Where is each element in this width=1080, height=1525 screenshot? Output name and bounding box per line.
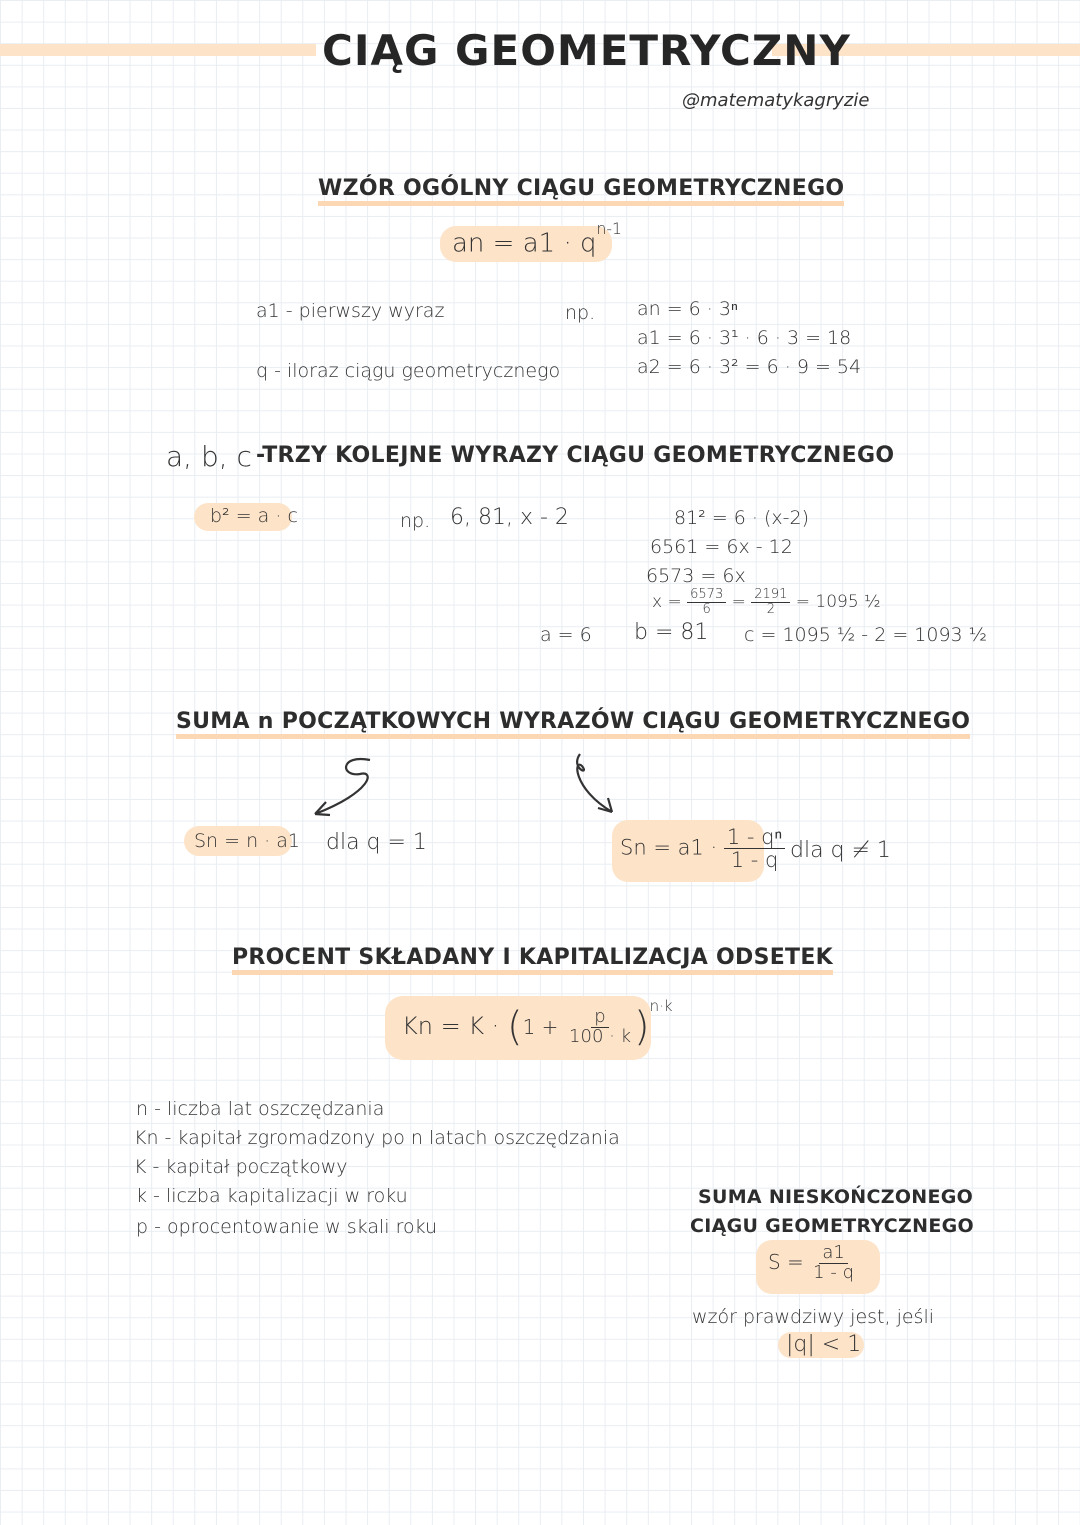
def-a1: a1 - pierwszy wyraz: [256, 300, 445, 322]
header-stripe-left: [0, 44, 316, 56]
compound-denominator: 100 · k: [569, 1025, 631, 1047]
infinite-formula-prefix: S =: [768, 1249, 804, 1274]
sum-right-numerator: 1 - qⁿ: [724, 826, 785, 849]
sum-right-fraction: [724, 826, 785, 871]
infinite-formula: [768, 1244, 857, 1283]
compound-heading: PROCENT SKŁADANY I KAPITALIZACJA ODSETEK: [232, 945, 833, 975]
infinite-heading-line-1: SUMA NIESKOŃCZONEGO: [698, 1186, 974, 1208]
compound-formula-one: 1 +: [522, 1015, 559, 1039]
calc-line-2: 6561 = 6x - 12: [650, 536, 793, 558]
calc-x-frac2-num: 2191: [751, 588, 790, 603]
arrow-left-icon: [300, 752, 390, 832]
general-formula: [452, 220, 622, 259]
general-formula-base: an = a1 · q: [452, 228, 597, 259]
result-c: c = 1095 ½ - 2 = 1093 ½: [744, 624, 988, 646]
sum-right-condition: dla q ≠ 1: [790, 838, 891, 863]
infinite-denominator: 1 - q: [813, 1261, 854, 1283]
compound-def-4: k - liczba kapitalizacji w roku: [136, 1185, 408, 1207]
compound-def-3: K - kapitał początkowy: [134, 1156, 348, 1178]
compound-paren-open: (: [506, 1004, 523, 1050]
infinite-numerator: a1: [819, 1244, 847, 1264]
compound-def-5: p - oprocentowanie w skali roku: [136, 1216, 438, 1238]
general-formula-exponent: n-1: [596, 220, 622, 238]
sum-right-prefix: Sn = a1 ·: [620, 835, 718, 860]
sum-heading: SUMA n POCZĄTKOWYCH WYRAZÓW CIĄGU GEOMETRYCZNEGO: [176, 709, 970, 739]
sum-right-denominator: 1 - q: [730, 848, 779, 873]
example-label: np.: [565, 302, 596, 324]
sum-left-condition: dla q = 1: [326, 830, 427, 855]
author-handle: @matematykagryzie: [682, 90, 870, 111]
infinite-condition: |q| < 1: [786, 1332, 862, 1357]
three-terms-example-label: np.: [400, 510, 431, 532]
arrow-right-icon: [560, 748, 630, 828]
infinite-fraction: [810, 1244, 857, 1283]
compound-def-1: n - liczba lat oszczędzania: [136, 1098, 385, 1120]
three-terms-example-values: 6, 81, x - 2: [450, 505, 569, 530]
sum-left-formula: Sn = n · a1: [194, 830, 300, 852]
calc-x-frac1-den: 6: [702, 601, 711, 617]
example-line-1: an = 6 · 3ⁿ: [637, 298, 738, 320]
compound-formula: [402, 997, 673, 1050]
three-terms-letters: a, b, c: [166, 440, 252, 473]
calc-x-prefix: x =: [652, 592, 682, 613]
calc-line-1: 81² = 6 · (x-2): [674, 507, 810, 529]
calc-x-fraction-1: [687, 588, 726, 616]
def-q: q - iloraz ciągu geometrycznego: [256, 360, 561, 382]
infinite-heading-line-2: CIĄGU GEOMETRYCZNEGO: [690, 1215, 974, 1237]
result-a: a = 6: [540, 624, 592, 646]
calc-x-equals: =: [731, 592, 746, 613]
infinite-note: wzór prawdziwy jest, jeśli: [692, 1306, 934, 1328]
calc-x-frac1-num: 6573: [687, 588, 726, 603]
page-title: CIĄG GEOMETRYCZNY: [322, 26, 851, 75]
calc-x-frac2-den: 2: [766, 601, 775, 617]
example-line-2: a1 = 6 · 3¹ · 6 · 3 = 18: [637, 327, 852, 349]
compound-formula-left: Kn = K ·: [402, 1012, 500, 1040]
compound-exponent: n·k: [649, 997, 673, 1015]
compound-numerator: p: [591, 1008, 608, 1028]
result-b: b = 81: [634, 620, 709, 645]
general-formula-heading: WZÓR OGÓLNY CIĄGU GEOMETRYCZNEGO: [318, 176, 844, 206]
calc-x-result: = 1095 ½: [795, 592, 881, 613]
calc-x-line: [652, 588, 881, 616]
three-terms-heading: -TRZY KOLEJNE WYRAZY CIĄGU GEOMETRYCZNEGO: [256, 443, 895, 468]
calc-x-fraction-2: [751, 588, 790, 616]
calc-line-3: 6573 = 6x: [646, 565, 746, 587]
compound-paren-close: ): [634, 1004, 650, 1050]
example-line-3: a2 = 6 · 3² = 6 · 9 = 54: [637, 356, 862, 378]
compound-def-2: Kn - kapitał zgromadzony po n latach oszczędzania: [134, 1127, 620, 1149]
sum-right-formula: [620, 826, 785, 871]
three-terms-formula: b² = a · c: [210, 505, 298, 527]
compound-fraction: [566, 1005, 634, 1047]
